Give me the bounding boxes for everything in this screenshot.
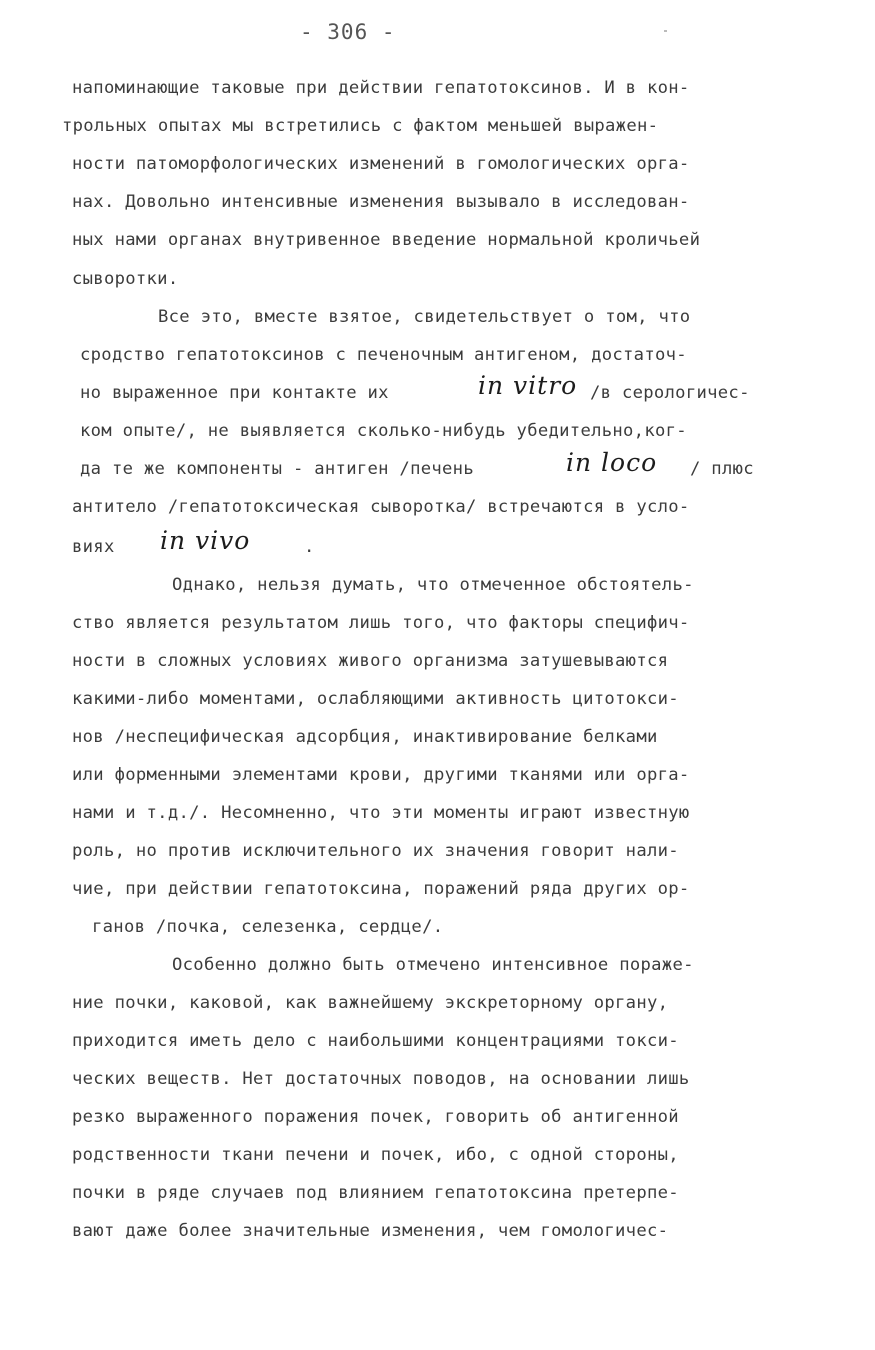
text-line: нов /неспецифическая адсорбция, инактивирование белками — [72, 727, 658, 747]
text-line: . — [304, 537, 315, 557]
text-line: сродство гепатотоксинов с печеночным антигеном, достаточ- — [80, 345, 687, 365]
page-number: - 306 - — [300, 20, 396, 44]
text-line: почки в ряде случаев под влиянием гепатотоксина претерпе- — [72, 1183, 679, 1203]
text-line: ных нами органах внутривенное введение нормальной кроличьей — [72, 230, 701, 250]
text-line: виях — [72, 537, 115, 557]
text-line: какими-либо моментами, ослабляющими активность цитотокси- — [72, 689, 679, 709]
text-line: ности в сложных условиях живого организма затушевываются — [72, 651, 669, 671]
text-line: ческих веществ. Нет достаточных поводов, на основании лишь — [72, 1069, 690, 1089]
text-line: нах. Довольно интенсивные изменения вызывало в исследован- — [72, 192, 690, 212]
text-line: приходится иметь дело с наибольшими концентрациями токси- — [72, 1031, 679, 1051]
text-line: нами и т.д./. Несомненно, что эти моменты играют известную — [72, 803, 690, 823]
text-line: напоминающие таковые при действии гепатотоксинов. И в кон- — [72, 78, 690, 98]
text-line: чие, при действии гепатотоксина, поражений ряда других ор- — [72, 879, 690, 899]
text-line: Особенно должно быть отмечено интенсивное пораже- — [172, 955, 694, 975]
stray-mark — [664, 30, 667, 32]
handwritten-in-loco: in loco — [566, 448, 658, 477]
text-line: ности патоморфологических изменений в гомологических орга- — [72, 154, 690, 174]
text-line: Однако, нельзя думать, что отмеченное обстоятель- — [172, 575, 694, 595]
text-line: но выраженное при контакте их — [80, 383, 389, 403]
text-line: ганов /почка, селезенка, сердце/. — [92, 917, 444, 937]
text-line: или форменными элементами крови, другими тканями или орга- — [72, 765, 690, 785]
text-line: трольных опытах мы встретились с фактом меньшей выражен- — [62, 116, 659, 136]
text-line: Все это, вместе взятое, свидетельствует о том, что — [158, 307, 691, 327]
text-line: да те же компоненты - антиген /печень — [80, 459, 474, 479]
handwritten-in-vivo: in vivo — [160, 526, 251, 555]
text-line: ние почки, каковой, как важнейшему экскреторному органу, — [72, 993, 669, 1013]
text-line: ком опыте/, не выявляется сколько-нибудь убедительно,ког- — [80, 421, 687, 441]
handwritten-in-vitro: in vitro — [478, 371, 578, 400]
text-line: /в серологичес- — [590, 383, 750, 403]
text-line: сыворотки. — [72, 269, 179, 289]
text-line: / плюс — [690, 459, 754, 479]
text-line: роль, но против исключительного их значения говорит нали- — [72, 841, 679, 861]
text-line: родственности ткани печени и почек, ибо, с одной стороны, — [72, 1145, 679, 1165]
text-line: резко выраженного поражения почек, говорить об антигенной — [72, 1107, 679, 1127]
text-line: антитело /гепатотоксическая сыворотка/ встречаются в усло- — [72, 497, 690, 517]
text-line: вают даже более значительные изменения, чем гомологичес- — [72, 1221, 669, 1241]
text-line: ство является результатом лишь того, что факторы специфич- — [72, 613, 690, 633]
